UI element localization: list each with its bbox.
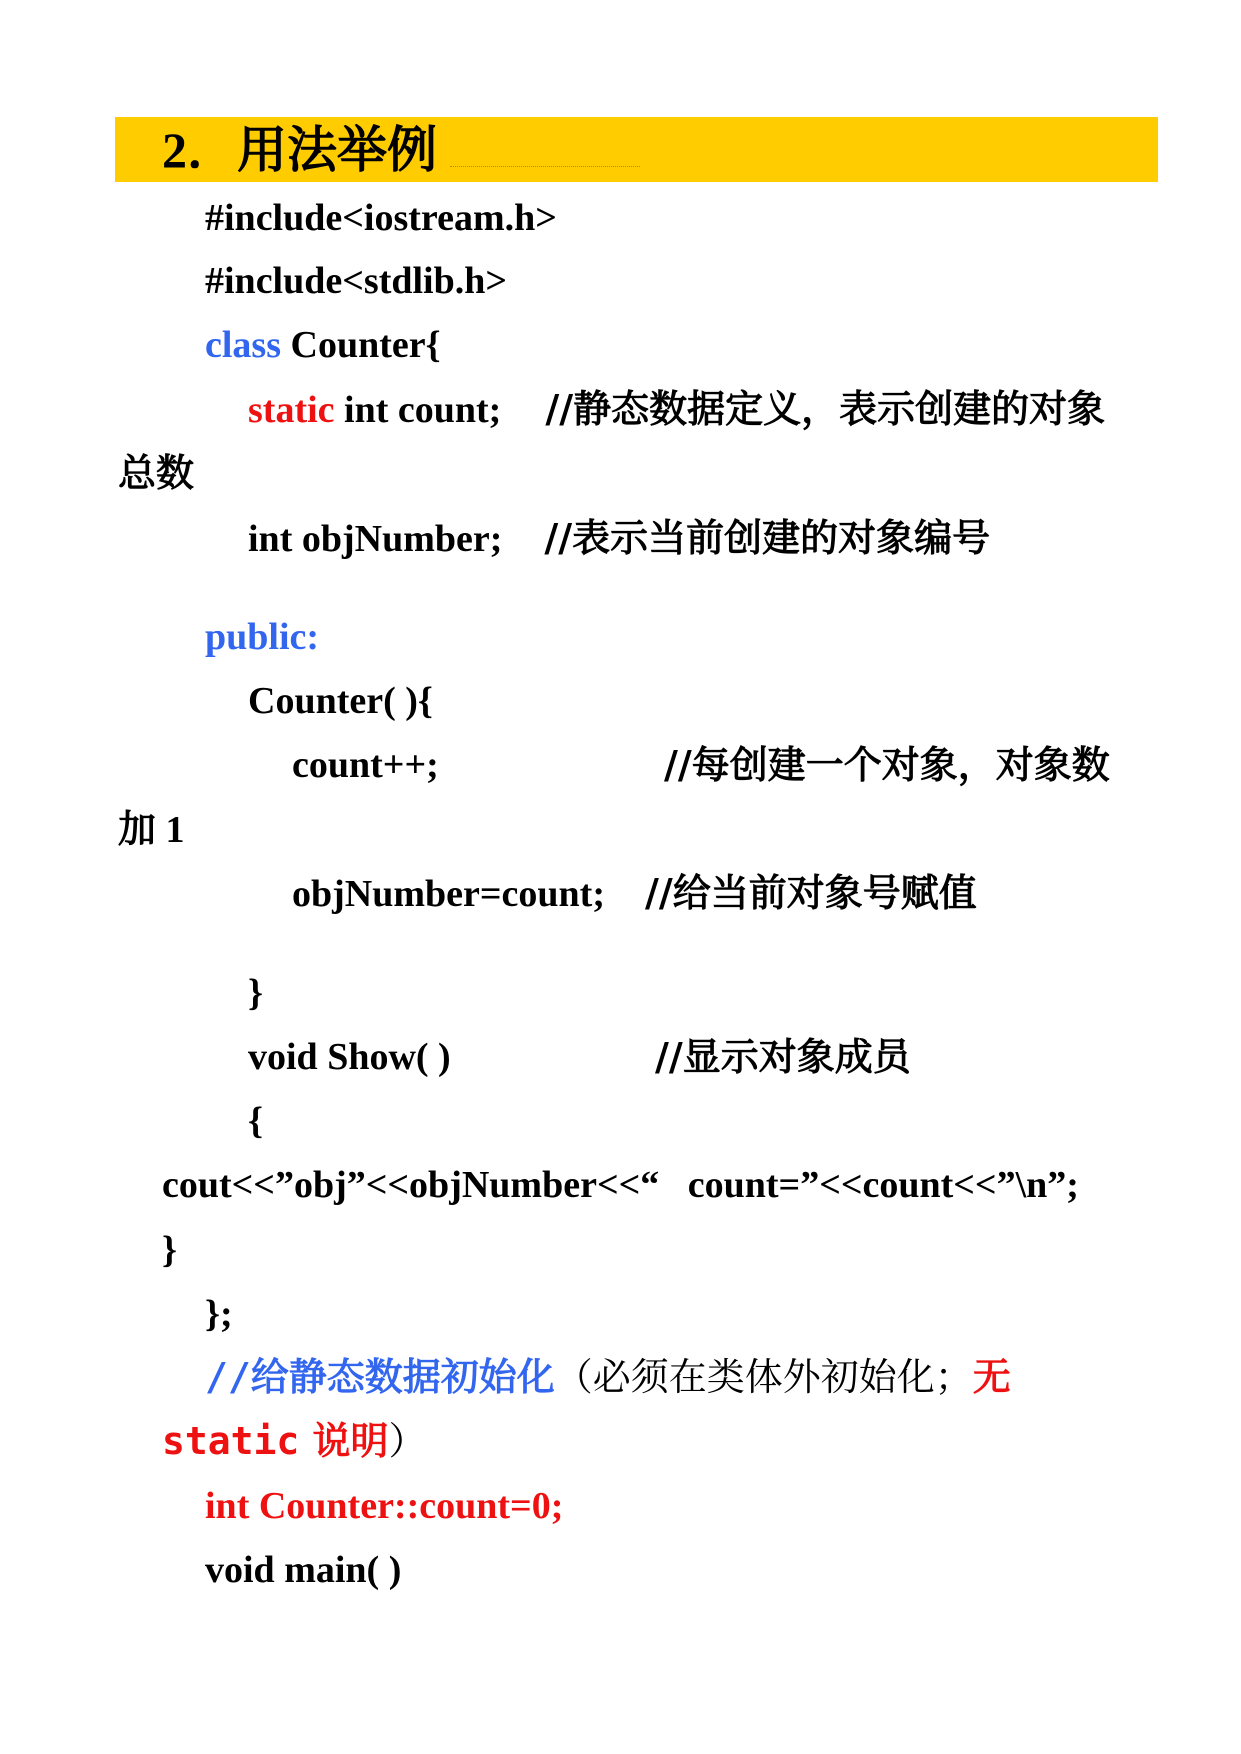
init-statement: int Counter::count=0; — [205, 1485, 564, 1527]
code-line-show-open — [248, 1098, 263, 1144]
init-comment-static: static — [162, 1419, 300, 1463]
heading-underline — [450, 166, 640, 167]
class-name: Counter{ — [281, 324, 441, 366]
show-close-brace: } — [162, 1229, 177, 1271]
code-line-constructor — [248, 678, 433, 724]
constructor-close-brace: } — [248, 972, 263, 1014]
code-line-constructor-close — [248, 970, 263, 1016]
objnumber-comment: //表示当前创建的对象编号 — [544, 516, 991, 560]
code-line-count-increment — [292, 742, 439, 788]
section-heading — [162, 120, 437, 180]
heading-number: 2． — [162, 122, 237, 178]
code-line-static-count — [248, 386, 1105, 433]
assign-statement: objNumber=count; — [292, 873, 605, 915]
code-line-show-close — [162, 1227, 177, 1273]
count-increment: count++; — [292, 744, 439, 786]
count-increment-comment: //每创建一个对象，对象数 — [664, 743, 1110, 787]
code-line-show — [248, 1034, 451, 1080]
code-line-show-comment — [655, 1034, 911, 1081]
code-line-init-comment-wrap — [162, 1418, 427, 1465]
static-keyword: static — [248, 389, 335, 431]
count-increment-wrap-text: 加 — [118, 807, 157, 851]
public-keyword: public: — [205, 616, 320, 658]
class-close-brace: }; — [205, 1293, 233, 1335]
class-keyword: class — [205, 324, 281, 366]
code-line-count-increment-wrap — [118, 806, 185, 853]
show-open-brace: { — [248, 1100, 263, 1142]
count-increment-wrap-number: 1 — [156, 809, 185, 851]
code-line-class-close — [205, 1291, 233, 1337]
cout-statement: cout<<”obj”<<objNumber<<“ count=”<<count<<”\n”; — [162, 1164, 1079, 1206]
code-line-main — [205, 1547, 401, 1593]
count-declaration: int count; — [334, 389, 502, 431]
code-line-cout — [162, 1162, 1079, 1208]
count-comment: //静态数据定义，表示创建的对象 — [545, 387, 1106, 431]
objnumber-declaration: int objNumber; — [248, 518, 503, 560]
show-declaration: void Show( ) — [248, 1036, 451, 1078]
code-line-include-iostream — [205, 195, 557, 241]
heading-text: 用法举例 — [237, 121, 437, 179]
init-comment-red: 无 — [972, 1355, 1011, 1399]
show-comment: //显示对象成员 — [655, 1035, 911, 1079]
code-line-objnumber — [248, 515, 990, 562]
code-line-init-statement — [205, 1483, 563, 1529]
code-line-assign — [292, 870, 977, 917]
code-line-init-comment — [205, 1354, 1011, 1401]
include-iostream-text: #include<iostream.h> — [205, 197, 557, 239]
include-stdlib-text: #include<stdlib.h> — [205, 260, 508, 302]
code-line-class — [205, 322, 441, 368]
init-comment-explain: 说明 — [299, 1419, 389, 1463]
main-declaration: void main( ) — [205, 1549, 402, 1591]
init-comment-close-paren: ） — [388, 1419, 427, 1463]
assign-comment: //给当前对象号赋值 — [644, 871, 977, 915]
constructor-signature: Counter( ){ — [248, 680, 433, 722]
code-line-count-comment-wrap — [118, 450, 194, 497]
code-line-public — [205, 614, 319, 660]
code-line-count-increment-comment — [664, 742, 1110, 789]
code-line-include-stdlib — [205, 258, 507, 304]
init-comment-note: （必须在类体外初始化； — [554, 1355, 973, 1399]
init-comment-blue: //给静态数据初始化 — [205, 1355, 555, 1399]
count-comment-wrap: 总数 — [118, 451, 195, 495]
